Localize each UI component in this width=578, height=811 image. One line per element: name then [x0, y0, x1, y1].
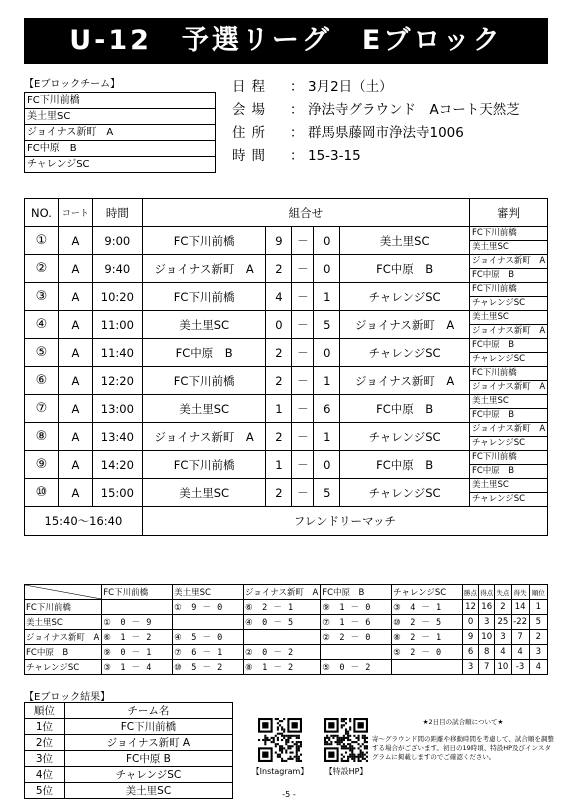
- match-row: [25, 451, 548, 465]
- results-col-team: チーム名: [64, 703, 232, 719]
- match-home: 美土里SC: [142, 479, 266, 507]
- standings-stat: 10: [479, 630, 495, 645]
- team-list-item: 美土里SC: [24, 109, 216, 125]
- standings-result: ⑥ 2 － 1: [243, 600, 320, 615]
- team-list-item: FC下川前橋: [24, 92, 216, 109]
- match-row: [25, 311, 548, 325]
- match-no: ④: [25, 311, 59, 339]
- match-away: FC中原 B: [340, 451, 470, 479]
- results-team: チャレンジSC: [64, 767, 232, 783]
- match-home: FC中原 B: [142, 339, 266, 367]
- header-referee: 審判: [469, 199, 547, 227]
- standings-team: チャレンジSC: [25, 660, 102, 675]
- standings-stat-header: 失点: [495, 585, 511, 600]
- match-referee: FC下川前橋: [469, 283, 547, 297]
- standings-col-header: 美土里SC: [173, 585, 244, 600]
- results-row: [25, 767, 233, 783]
- match-row: [25, 227, 548, 241]
- match-time: 9:00: [92, 227, 142, 255]
- match-away: チャレンジSC: [340, 423, 470, 451]
- standings-result: ⑨ 1 － 0: [321, 600, 392, 615]
- match-row: [25, 423, 548, 437]
- standings-team: ジョイナス新町 A: [25, 630, 102, 645]
- results-team: 美土里SC: [64, 783, 232, 799]
- team-list-item: FC中原 B: [24, 141, 216, 157]
- match-no: ⑧: [25, 423, 59, 451]
- header-no: NO.: [25, 199, 59, 227]
- match-dash: －: [292, 311, 314, 339]
- header-match: 組合せ: [142, 199, 469, 227]
- standings-header-row: [25, 585, 548, 600]
- match-dash: －: [292, 479, 314, 507]
- match-time: 12:20: [92, 367, 142, 395]
- match-referee: FC下川前橋: [469, 451, 547, 465]
- standings-result: ④ 0 － 5: [243, 615, 320, 630]
- note-title: ★2日目の試合順について★: [422, 718, 504, 726]
- standings-stat: 2: [529, 630, 547, 645]
- match-score-away: 0: [314, 451, 340, 479]
- results-header: 【Eブロック結果】: [24, 692, 111, 703]
- match-referee: 美土里SC: [469, 241, 547, 255]
- match-dash: －: [292, 227, 314, 255]
- match-referee: FC下川前橋: [469, 227, 547, 241]
- match-home: 美土里SC: [142, 311, 266, 339]
- match-no: ⑩: [25, 479, 59, 507]
- schedule-table: [24, 198, 548, 536]
- match-home: FC下川前橋: [142, 227, 266, 255]
- team-list-header: 【Eブロックチーム】: [24, 79, 121, 90]
- qr-website[interactable]: [314, 718, 378, 777]
- schedule-note: [372, 718, 554, 762]
- match-row: [25, 367, 548, 381]
- standings-stat: 0: [462, 615, 478, 630]
- match-away: チャレンジSC: [340, 283, 470, 311]
- match-score-home: 0: [266, 311, 292, 339]
- standings-stat: 2: [495, 600, 511, 615]
- match-dash: －: [292, 339, 314, 367]
- standings-col-header: FC下川前橋: [102, 585, 173, 600]
- match-home: FC下川前橋: [142, 367, 266, 395]
- results-table: [24, 702, 233, 799]
- results-row: [25, 735, 233, 751]
- standings-self: [243, 630, 320, 645]
- match-time: 9:40: [92, 255, 142, 283]
- standings-result: ⑩ 2 － 5: [392, 615, 463, 630]
- match-score-home: 2: [266, 339, 292, 367]
- qr-label: 【特設HP】: [324, 767, 368, 776]
- standings-result: ⑨ 0 － 1: [102, 645, 173, 660]
- standings-result: ⑦ 6 － 1: [173, 645, 244, 660]
- standings-stat: -22: [511, 615, 529, 630]
- match-court: A: [58, 339, 92, 367]
- standings-stat: 3: [462, 660, 478, 675]
- results-rank: 3位: [25, 751, 65, 767]
- match-row: [25, 255, 548, 269]
- standings-stat: 6: [462, 645, 478, 660]
- match-score-away: 5: [314, 479, 340, 507]
- match-away: ジョイナス新町 A: [340, 367, 470, 395]
- match-score-away: 0: [314, 339, 340, 367]
- match-dash: －: [292, 255, 314, 283]
- standings-stat-header: 勝点: [462, 585, 478, 600]
- match-court: A: [58, 451, 92, 479]
- match-away: FC中原 B: [340, 255, 470, 283]
- results-team: FC下川前橋: [64, 719, 232, 735]
- match-score-home: 9: [266, 227, 292, 255]
- match-referee: 美土里SC: [469, 311, 547, 325]
- standings-stat: 4: [495, 645, 511, 660]
- match-referee: FC下川前橋: [469, 367, 547, 381]
- team-list: [24, 78, 216, 173]
- info-value: 15-3-15: [308, 148, 361, 164]
- match-score-away: 1: [314, 367, 340, 395]
- standings-stat: 12: [462, 600, 478, 615]
- standings-stat: 9: [462, 630, 478, 645]
- match-time: 14:20: [92, 451, 142, 479]
- match-court: A: [58, 423, 92, 451]
- match-referee: 美土里SC: [469, 479, 547, 493]
- match-score-away: 1: [314, 423, 340, 451]
- team-list-item: ジョイナス新町 A: [24, 125, 216, 141]
- standings-result: ⑥ 1 － 2: [102, 630, 173, 645]
- standings-col-header: ジョイナス新町 A: [243, 585, 320, 600]
- standings-stat-header: 得点: [479, 585, 495, 600]
- match-score-home: 4: [266, 283, 292, 311]
- event-info: [232, 76, 552, 168]
- standings-team: FC中原 B: [25, 645, 102, 660]
- match-time: 13:40: [92, 423, 142, 451]
- team-list-item: チャレンジSC: [24, 157, 216, 173]
- standings-stat: 7: [479, 660, 495, 675]
- info-time: 時間 ： 15-3-15: [232, 145, 552, 168]
- standings-col-header: チャレンジSC: [392, 585, 463, 600]
- standings-result: ② 0 － 2: [243, 645, 320, 660]
- match-referee: FC中原 B: [469, 409, 547, 423]
- info-venue: 会場 ： 浄法寺グラウンド Aコート天然芝: [232, 99, 552, 122]
- qr-instagram[interactable]: [248, 718, 312, 777]
- friendly-label: フレンドリーマッチ: [142, 507, 547, 536]
- standings-result: ④ 5 － 0: [173, 630, 244, 645]
- header-court: コート: [58, 199, 92, 227]
- standings-result: ⑧ 2 － 1: [392, 630, 463, 645]
- match-court: A: [58, 479, 92, 507]
- standings-stat: 3: [529, 645, 547, 660]
- match-no: ⑤: [25, 339, 59, 367]
- match-row: [25, 339, 548, 353]
- standings-result: ③ 1 － 4: [102, 660, 173, 675]
- standings-stat: -3: [511, 660, 529, 675]
- match-dash: －: [292, 451, 314, 479]
- qr-label: 【Instagram】: [251, 767, 309, 776]
- info-key: 日程: [232, 79, 271, 95]
- match-away: FC中原 B: [340, 395, 470, 423]
- match-referee: ジョイナス新町 A: [469, 255, 547, 269]
- info-key: 住所: [232, 125, 271, 141]
- match-referee: ジョイナス新町 A: [469, 423, 547, 437]
- results-rank: 4位: [25, 767, 65, 783]
- match-away: 美土里SC: [340, 227, 470, 255]
- match-score-home: 2: [266, 479, 292, 507]
- info-date: 日程 ： 3月2日（土）: [232, 76, 552, 99]
- match-score-away: 1: [314, 283, 340, 311]
- match-dash: －: [292, 367, 314, 395]
- match-away: ジョイナス新町 A: [340, 311, 470, 339]
- standings-stat: 4: [529, 660, 547, 675]
- results-rank: 5位: [25, 783, 65, 799]
- standings-result: ② 2 － 0: [321, 630, 392, 645]
- match-dash: －: [292, 395, 314, 423]
- match-referee: ジョイナス新町 A: [469, 381, 547, 395]
- header-time: 時間: [92, 199, 142, 227]
- match-time: 11:40: [92, 339, 142, 367]
- info-address: 住所 ： 群馬県藤岡市浄法寺1006: [232, 122, 552, 145]
- match-no: ⑥: [25, 367, 59, 395]
- results-rank: 2位: [25, 735, 65, 751]
- standings-result: ③ 4 － 1: [392, 600, 463, 615]
- match-referee: FC中原 B: [469, 339, 547, 353]
- match-score-away: 0: [314, 255, 340, 283]
- match-no: ①: [25, 227, 59, 255]
- match-home: FC下川前橋: [142, 283, 266, 311]
- match-row: [25, 283, 548, 297]
- results-rank: 1位: [25, 719, 65, 735]
- match-score-away: 0: [314, 227, 340, 255]
- match-row: [25, 479, 548, 493]
- info-key: 会場: [232, 102, 271, 118]
- standings-result: ① 0 － 9: [102, 615, 173, 630]
- standings-result: ⑤ 0 － 2: [321, 660, 392, 675]
- results-col-rank: 順位: [25, 703, 65, 719]
- match-referee: FC中原 B: [469, 465, 547, 479]
- match-court: A: [58, 395, 92, 423]
- standings-result: ① 9 － 0: [173, 600, 244, 615]
- match-referee: チャレンジSC: [469, 437, 547, 451]
- standings-stat: 3: [479, 615, 495, 630]
- standings-result: ⑦ 1 － 6: [321, 615, 392, 630]
- info-key: 時間: [232, 148, 271, 164]
- standings-row: [25, 600, 548, 615]
- standings-result: ⑤ 2 － 0: [392, 645, 463, 660]
- standings-stat-header: 順位: [529, 585, 547, 600]
- match-no: ⑨: [25, 451, 59, 479]
- standings-col-header: FC中原 B: [321, 585, 392, 600]
- match-court: A: [58, 255, 92, 283]
- standings-stat: 3: [495, 630, 511, 645]
- match-score-away: 5: [314, 311, 340, 339]
- results-team: FC中原 B: [64, 751, 232, 767]
- results-row: [25, 751, 233, 767]
- standings-result: ⑧ 1 － 2: [243, 660, 320, 675]
- standings-row: [25, 630, 548, 645]
- standings-stat-header: 得失: [511, 585, 529, 600]
- match-dash: －: [292, 283, 314, 311]
- match-home: ジョイナス新町 A: [142, 255, 266, 283]
- match-referee: 美土里SC: [469, 395, 547, 409]
- page-number: -5 -: [282, 790, 296, 799]
- match-away: チャレンジSC: [340, 479, 470, 507]
- match-no: ②: [25, 255, 59, 283]
- match-no: ⑦: [25, 395, 59, 423]
- match-score-home: 2: [266, 367, 292, 395]
- match-home: ジョイナス新町 A: [142, 423, 266, 451]
- match-referee: チャレンジSC: [469, 297, 547, 311]
- standings-self: [321, 645, 392, 660]
- standings-stat: 7: [511, 630, 529, 645]
- match-score-home: 1: [266, 395, 292, 423]
- standings-result: ⑩ 5 － 2: [173, 660, 244, 675]
- page-title: U-12 予選リーグ Eブロック: [24, 18, 548, 64]
- results-team: ジョイナス新町 A: [64, 735, 232, 751]
- standings-stat: 5: [529, 615, 547, 630]
- standings-stat: 10: [495, 660, 511, 675]
- match-referee: ジョイナス新町 A: [469, 325, 547, 339]
- match-time: 15:00: [92, 479, 142, 507]
- match-row: [25, 395, 548, 409]
- standings-stat: 14: [511, 600, 529, 615]
- match-score-away: 6: [314, 395, 340, 423]
- match-time: 10:20: [92, 283, 142, 311]
- match-dash: －: [292, 423, 314, 451]
- match-referee: FC中原 B: [469, 269, 547, 283]
- match-home: 美土里SC: [142, 395, 266, 423]
- match-court: A: [58, 227, 92, 255]
- standings-stat: 4: [511, 645, 529, 660]
- match-court: A: [58, 367, 92, 395]
- standings-row: [25, 660, 548, 675]
- standings-stat: 25: [495, 615, 511, 630]
- standings-row: [25, 615, 548, 630]
- diagonal-corner: [25, 585, 102, 600]
- standings-self: [392, 660, 463, 675]
- standings-team: FC下川前橋: [25, 600, 102, 615]
- match-time: 13:00: [92, 395, 142, 423]
- info-value: 浄法寺グラウンド Aコート天然芝: [308, 102, 520, 118]
- standings-stat: 16: [479, 600, 495, 615]
- info-value: 群馬県藤岡市浄法寺1006: [308, 125, 464, 141]
- match-away: チャレンジSC: [340, 339, 470, 367]
- standings-self: [102, 600, 173, 615]
- standings-stat: 1: [529, 600, 547, 615]
- match-court: A: [58, 283, 92, 311]
- match-court: A: [58, 311, 92, 339]
- friendly-time: 15:40～16:40: [25, 507, 143, 536]
- match-referee: チャレンジSC: [469, 353, 547, 367]
- standings-row: [25, 645, 548, 660]
- standings-team: 美土里SC: [25, 615, 102, 630]
- standings-table: [24, 584, 548, 675]
- info-value: 3月2日（土）: [308, 79, 393, 95]
- match-referee: チャレンジSC: [469, 493, 547, 507]
- qr-code-icon: [258, 718, 302, 762]
- standings-self: [173, 615, 244, 630]
- match-score-home: 2: [266, 423, 292, 451]
- match-home: FC下川前橋: [142, 451, 266, 479]
- match-score-home: 2: [266, 255, 292, 283]
- qr-code-icon: [324, 718, 368, 762]
- match-no: ③: [25, 283, 59, 311]
- note-body: 寄～グラウンド間の距離や移動時間を考慮して、試合順を調整する場合がございます。初日の19時頃、特設HP及びインスタグラムに掲載しますのでご確認ください。: [372, 735, 554, 761]
- match-time: 11:00: [92, 311, 142, 339]
- results-row: [25, 719, 233, 735]
- standings-stat: 8: [479, 645, 495, 660]
- match-score-home: 1: [266, 451, 292, 479]
